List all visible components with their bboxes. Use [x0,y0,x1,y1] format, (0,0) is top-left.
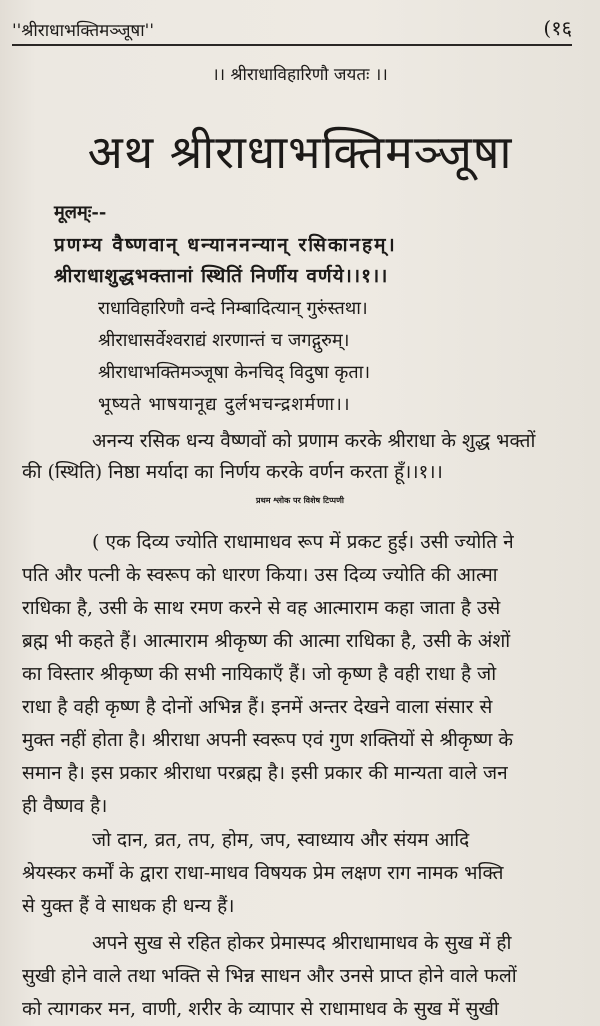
paragraph-line: सुखी होने वाले तथा भक्ति से भिन्न साधन और उनसे प्राप्त होने वाले फलों [22,965,517,987]
verse-line: राधाविहारिणौ वन्दे निम्बादित्यान् गुरुंस्तथा। [98,298,368,319]
commentary-line: राधा है वही कृष्ण है दोनों अभिन्न हैं। इनमें अन्तर देखने वाला संसार से [22,696,493,718]
verse-line: श्रीराधासर्वेश्वराद्यं शरणान्तं च जगद्गुरुम्। [98,330,350,351]
paragraph-line: को त्यागकर मन, वाणी, शरीर के व्यापार से राधामाधव के सुख में सुखी [22,998,499,1020]
running-title: ''श्रीराधाभक्तिमञ्जूषा'' [12,21,155,41]
commentary-line: राधिका है, उसी के साथ रमण करने से वह आत्माराम कहा जाता है उसे [22,597,501,619]
commentary-line: मुक्त नहीं होता है। श्रीराधा अपनी स्वरूप एवं गुण शक्तियों से श्रीकृष्ण के [22,729,513,751]
paragraph-line: श्रेयस्कर कर्मों के द्वारा राधा-माधव विषयक प्रेम लक्षण राग नामक भक्ति [22,862,504,884]
verse-line: भूष्यते भाषयानूद्य दुर्लभचन्द्रशर्मणा।। [98,394,351,415]
translation-line: की (स्थिति) निष्ठा मर्यादा का निर्णय करके वर्णन करता हूँ।।१।। [22,461,443,483]
commentary-line: ही वैष्णव है। [22,795,108,817]
paragraph-line: से युक्त हैं वे साधक ही धन्य हैं। [22,895,235,917]
chapter-title: अथ श्रीराधाभक्तिमञ्जूषा [87,125,513,179]
paragraph-line: अपने सुख से रहित होकर प्रेमास्पद श्रीराधामाधव के सुख में ही [92,932,512,954]
commentary-line: पति और पत्नी के स्वरूप को धारण किया। उस दिव्य ज्योति की आत्मा [22,564,498,586]
commentary-line: ब्रह्म भी कहते हैं। आत्माराम श्रीकृष्ण की आत्मा राधिका है, उसी के अंशों [22,630,511,652]
commentary-line: समान है। इस प्रकार श्रीराधा परब्रह्म है। इसी प्रकार की मान्यता वाले जन [22,762,508,784]
verse-line: श्रीराधाभक्तिमञ्जूषा केनचिद् विदुषा कृता। [98,362,371,383]
commentary-line: ( एक दिव्य ज्योति राधामाधव रूप में प्रकट हुई। उसी ज्योति ने [92,531,514,553]
commentary-line: का विस्तार श्रीकृष्ण की सभी नायिकाएँ हैं। जो कृष्ण है वही राधा है जो [22,663,497,685]
running-header [12,18,572,46]
translation-line: अनन्य रसिक धन्य वैष्णवों को प्रणाम करके श्रीराधा के शुद्ध भक्तों [92,430,536,452]
verse-line: प्रणम्य वैष्णवान् धन्याननन्यान् रसिकानहम्। [54,234,397,256]
paragraph-line: जो दान, व्रत, तप, होम, जप, स्वाध्याय और संयम आदि [92,829,470,851]
commentary-heading: प्रथम श्लोक पर विशेष टिप्पणी [256,495,344,505]
verse-line: श्रीराधाशुद्धभक्तानां स्थितिं निर्णीय वर्णये।।१।। [54,265,389,287]
invocation-line: ।। श्रीराधाविहारिणौ जयतः ।। [212,65,388,85]
page-number: (१६ [543,16,572,40]
mulam-label: मूलम्ः-- [54,202,107,223]
